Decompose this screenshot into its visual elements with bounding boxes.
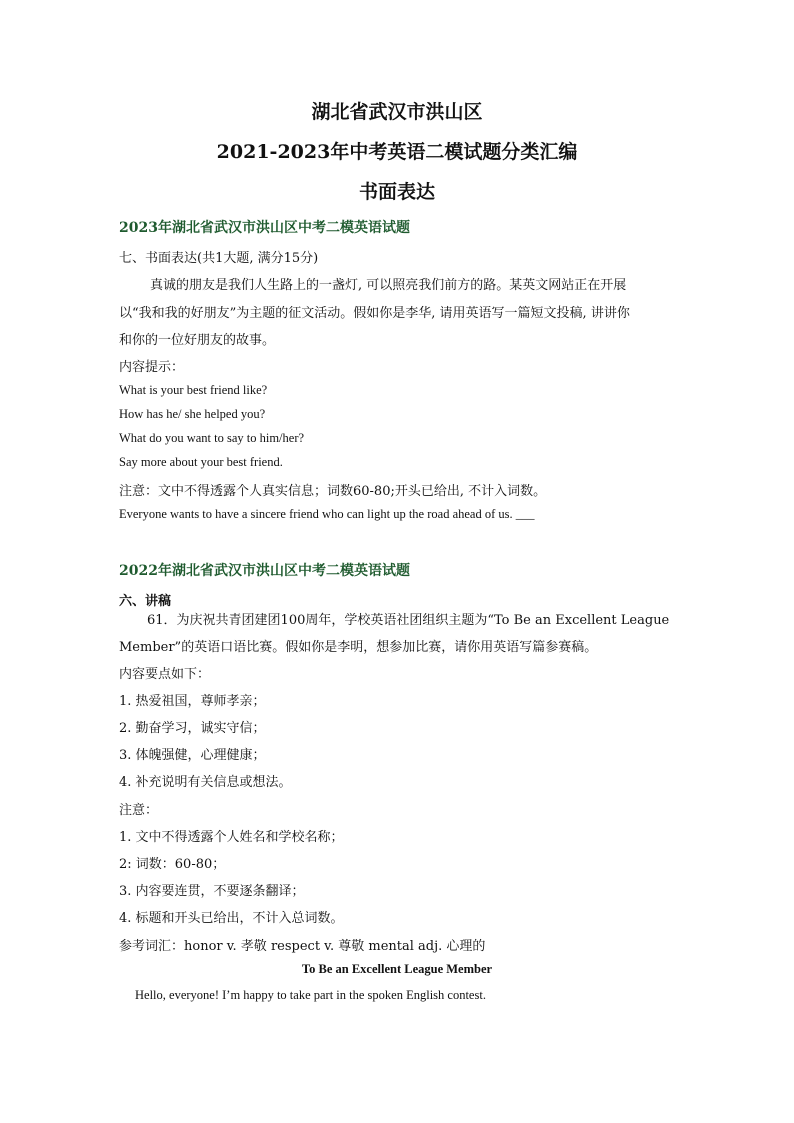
section-2023-hint-4: Say more about your best friend.: [119, 455, 283, 469]
section-2023-note: 注意：文中不得透露个人真实信息；词数60-80;开头已给出, 不计入词数。: [119, 484, 547, 499]
section-2023-hint-label: 内容提示：: [119, 360, 185, 375]
doc-title-line1: 湖北省武汉市洪山区: [311, 101, 483, 123]
section-2023-hint-1: What is your best friend like?: [119, 383, 268, 397]
section-2022-essay-title: To Be an Excellent League Member: [301, 962, 493, 976]
section-2023-heading: 2023年湖北省武汉市洪山区中考二模英语试题: [119, 220, 410, 236]
section-2022-points-label: 内容要点如下：: [119, 667, 211, 682]
doc-title-line2: 2021-2023年中考英语二模试题分类汇编: [216, 141, 578, 163]
section-2022-para-2: Member”的英语口语比赛。假如你是李明，想参加比赛，请你用英语写篇参赛稿。: [119, 640, 598, 655]
section-2022-notes-label: 注意：: [119, 803, 159, 818]
section-2023-para-3: 和你的一位好朋友的故事。: [119, 333, 276, 348]
section-2022-point-3: 3. 体魄强健，心理健康；: [119, 748, 266, 763]
section-2023-para-1: 真诚的朋友是我们人生路上的一盏灯, 可以照亮我们前方的路。某英文网站正在开展: [150, 278, 627, 293]
section-2022-point-1: 1. 热爱祖国，尊师孝亲；: [119, 694, 266, 709]
section-2022-heading: 2022年湖北省武汉市洪山区中考二模英语试题: [119, 563, 410, 579]
section-2022-note-1: 1. 文中不得透露个人姓名和学校名称；: [119, 830, 344, 845]
section-2022-question: 六、讲稿: [119, 594, 172, 609]
section-2023-hint-3: What do you want to say to him/her?: [119, 431, 305, 445]
section-2022-note-4: 4. 标题和开头已给出，不计入总词数。: [119, 911, 344, 926]
section-2022-point-4: 4. 补充说明有关信息或想法。: [119, 775, 292, 790]
section-2022-para-1: 61．为庆祝共青团建团100周年，学校英语社团组织主题为“To Be an Excellent League: [147, 613, 670, 628]
section-2022-note-3: 3. 内容要连贯，不要逐条翻译；: [119, 884, 305, 899]
doc-title-line3: 书面表达: [358, 181, 435, 203]
section-2022-note-2: 2: 词数：60-80；: [119, 857, 226, 872]
section-2023-para-2: 以“我和我的好朋友”为主题的征文活动。假如你是李华, 请用英语写一篇短文投稿, 讲讲你: [119, 306, 630, 321]
section-2022-point-2: 2. 勤奋学习，诚实守信；: [119, 721, 266, 736]
section-2023-question: 七、书面表达(共1大题, 满分15分): [119, 251, 319, 266]
section-2022-vocab: 参考词汇：honor v. 孝敬 respect v. 尊敬 mental adj. 心理的: [119, 939, 486, 954]
section-2023-hint-2: How has he/ she helped you?: [119, 407, 266, 421]
section-2022-essay-opening: Hello, everyone! I’m happy to take part in the spoken English contest.: [135, 988, 486, 1002]
section-2023-opening: Everyone wants to have a sincere friend who can light up the road ahead of us. ___: [119, 507, 535, 521]
